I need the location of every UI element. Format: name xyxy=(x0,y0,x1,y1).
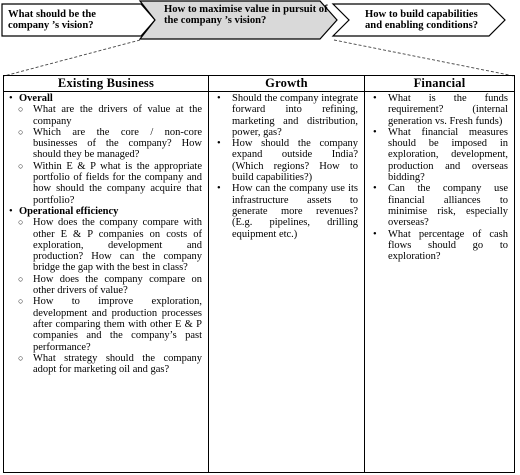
operational-efficiency-section xyxy=(7,206,202,217)
circle-bullet-icon: ○ xyxy=(18,160,24,171)
bullet-icon: • xyxy=(9,205,13,217)
list-item: ○ How to improve exploration, development and production processes after comparing them with other E & P companies and the company’s past performance? xyxy=(18,296,202,353)
list-item: • Should the company integrate forward into refining, marketing and distribution, power, gas? xyxy=(217,93,358,138)
bullet-icon: • xyxy=(9,93,13,104)
circle-bullet-icon: ○ xyxy=(18,217,24,228)
bullet-icon: • xyxy=(373,93,377,104)
list-item: • How should the company expand outside India? (Which regions? How to build capabilities?) xyxy=(217,138,358,184)
operational-efficiency-label: Operational efficiency xyxy=(19,205,119,217)
bullet-icon: • xyxy=(217,93,221,104)
connector-right xyxy=(334,40,514,76)
list-item: ○ Within E & P what is the appropriate portfolio of fields for the company and how should the company acquire that portfolio? xyxy=(18,160,202,206)
financial-list xyxy=(365,92,514,262)
circle-bullet-icon: ○ xyxy=(18,352,24,363)
circle-bullet-icon: ○ xyxy=(18,104,24,115)
operational-list xyxy=(7,217,202,375)
bullet-icon: • xyxy=(217,138,221,150)
list-item: • What financial measures should be imposed in exploration, development, production and overseas bidding? xyxy=(373,126,508,184)
financial-column xyxy=(364,76,514,472)
bullet-icon: • xyxy=(373,183,377,195)
connector-left xyxy=(4,40,140,76)
bullet-icon: • xyxy=(373,228,377,240)
list-item: ○ Which are the core / non-core businesses of the company? How should they be managed? xyxy=(18,126,202,161)
list-item: • What percentage of cash flows should go to exploration? xyxy=(373,228,508,263)
step-vision-label: What should be the company ’s vision? xyxy=(8,9,97,31)
existing-business-column xyxy=(4,76,208,472)
step-capabilities-label: How to build capabilities and enabling conditions? xyxy=(365,9,479,31)
bullet-icon: • xyxy=(217,183,221,195)
column-header-financial: Financial xyxy=(365,76,514,92)
list-item: ○ What are the drivers of value at the company xyxy=(18,104,202,127)
step-maximise-value-label: How to maximise value in pursuit of the company ’s vision? xyxy=(164,4,328,26)
list-item: • What is the funds requirement? (internal generation vs. Fresh funds) xyxy=(373,93,508,127)
growth-list xyxy=(209,92,364,240)
overall-section xyxy=(7,93,202,104)
column-header-growth: Growth xyxy=(209,76,364,92)
circle-bullet-icon: ○ xyxy=(18,126,24,137)
list-item: • Can the company use financial alliances to minimise risk, especially overseas? xyxy=(373,183,508,229)
circle-bullet-icon: ○ xyxy=(18,273,24,284)
list-item: ○ What strategy should the company adopt for marketing oil and gas? xyxy=(18,352,202,376)
list-item: • How can the company use its infrastructure assets to generate more revenues? (E.g. pipelines, drilling equipment etc.) xyxy=(217,183,358,240)
list-item: ○ How does the company compare on other drivers of value? xyxy=(18,273,202,297)
column-header-existing-business: Existing Business xyxy=(4,76,208,92)
circle-bullet-icon: ○ xyxy=(18,296,24,307)
bullet-icon: • xyxy=(373,126,377,138)
growth-column xyxy=(208,76,364,472)
strategy-questions-table xyxy=(3,75,515,473)
list-item: ○ How does the company compare with other E & P companies on costs of exploration, development and production? How can the company bridge the gap with the best in class? xyxy=(18,217,202,274)
overall-label: Overall xyxy=(19,93,53,104)
overall-list xyxy=(7,104,202,206)
